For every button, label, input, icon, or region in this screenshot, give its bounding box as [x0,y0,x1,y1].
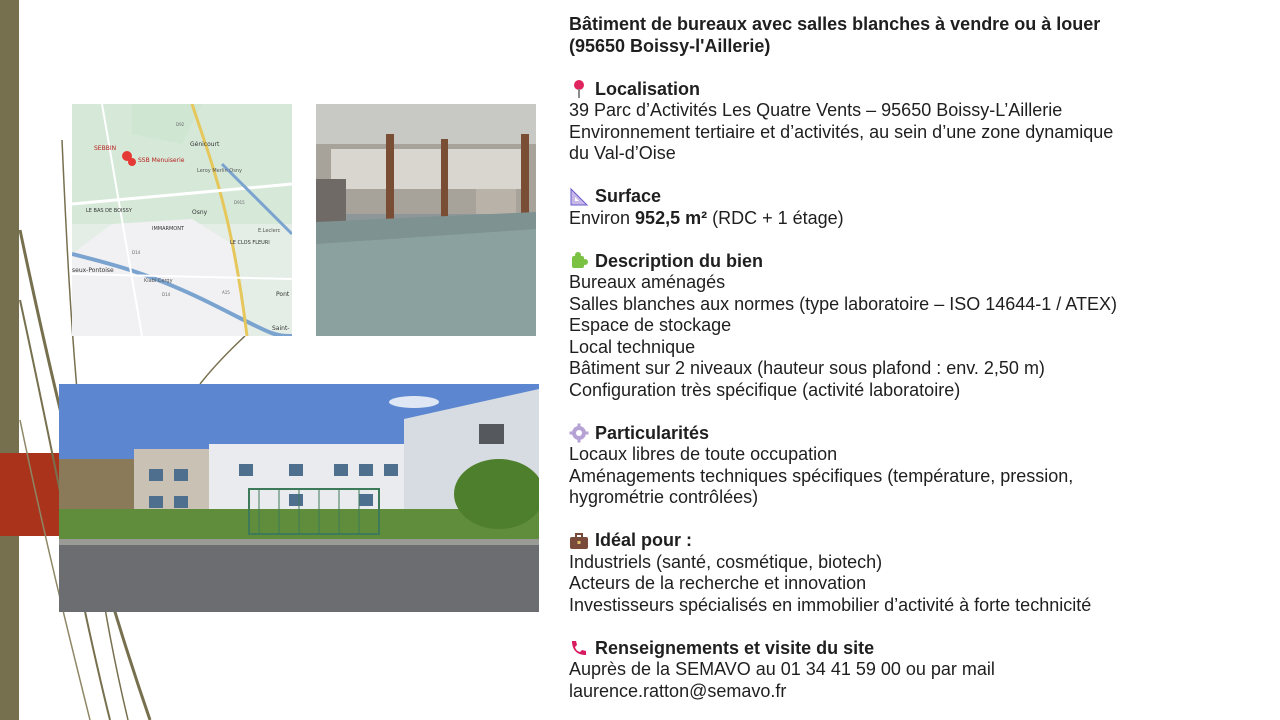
map-road-d92: D92 [176,122,185,127]
map-label-osny: Osny [192,209,208,216]
title-line-2: (95650 Boissy-l'Aillerie) [569,35,771,56]
description-line-6: Configuration très spécifique (activité laboratoire) [569,379,961,400]
map-label-kiabi: Kiabi Cergy [144,278,173,284]
map-label-pontoise: seux-Pontoise [72,267,114,274]
section-surface [569,186,1249,229]
contact-line-1: Auprès de la SEMAVO au 01 34 41 59 00 ou par mail [569,659,995,679]
listing-text [569,14,1249,702]
map-label-leclerc: E.Leclerc [258,228,281,234]
ideal-line-1: Industriels (santé, cosmétique, biotech) [569,551,883,572]
left-decor-bar [0,0,19,720]
description-line-4: Local technique [569,336,696,357]
title-line-1: Bâtiment de bureaux avec salles blanches à vendre ou à louer [569,14,1101,34]
map-label-ssb: SSB Menuiserie [138,157,185,164]
location-map-image [72,104,292,336]
map-road-d14: D14 [162,292,171,297]
particularites-line-2: Aménagements techniques spécifiques (température, pression, [569,465,1074,486]
surface-value: 952,5 m² [635,207,708,228]
localisation-line-1: 39 Parc d’Activités Les Quatre Vents – 95650 Boissy-L’Aillerie [569,100,1063,120]
map-road-d14b: D14 [132,250,141,255]
puzzle-icon [569,251,591,271]
map-label-pont: Pont [276,291,290,298]
red-accent-block [0,453,60,536]
ideal-line-2: Acteurs de la recherche et innovation [569,573,867,593]
briefcase-icon [569,531,591,551]
section-particularites [569,423,1249,509]
section-description [569,251,1249,402]
localisation-line-3: du Val-d’Oise [569,143,676,163]
description-line-5: Bâtiment sur 2 niveaux (hauteur sous plafond : env. 2,50 m) [569,358,1045,378]
map-label-saint: Saint- [272,325,290,332]
interior-room-photo [316,104,536,336]
surface-line [569,208,1249,230]
map-label-genicourt: Génicourt [190,141,220,148]
map-label-sebbin: SEBBIN [94,145,117,152]
description-line-1: Bureaux aménagés [569,272,726,292]
map-label-clos-fleuri: LE CLOS FLEURI [230,240,270,246]
surface-heading: Surface [595,186,662,206]
ideal-line-3: Investisseurs spécialisés en immobilier d’activité à forte technicité [569,594,1092,615]
contact-email[interactable]: laurence.ratton@semavo.fr [569,680,787,701]
contact-heading: Renseignements et visite du site [595,637,875,658]
section-ideal [569,530,1249,616]
listing-title [569,14,1249,57]
map-label-bas-boissy: LE BAS DE BOISSY [86,208,132,214]
particularites-line-1: Locaux libres de toute occupation [569,444,838,464]
phone-icon [569,638,591,658]
localisation-heading: Localisation [595,78,701,99]
description-heading: Description du bien [595,250,764,271]
section-localisation [569,79,1249,165]
pin-icon [569,79,591,99]
map-label-immarmont: IMMARMONT [152,226,185,232]
map-road-d915: D915 [234,200,245,205]
particularites-heading: Particularités [595,422,710,443]
map-label-leroy: Leroy Merlin Osny [197,168,242,174]
section-contact [569,638,1249,703]
triangle-ruler-icon [569,187,591,207]
gear-icon [569,423,591,443]
localisation-line-2: Environnement tertiaire et d’activités, au sein d’une zone dynamique [569,121,1114,142]
surface-suffix: (RDC + 1 étage) [707,207,844,228]
ideal-heading: Idéal pour : [595,530,693,550]
description-line-2: Salles blanches aux normes (type laboratoire – ISO 14644-1 / ATEX) [569,293,1117,314]
particularites-line-3: hygrométrie contrôlées) [569,487,759,507]
description-line-3: Espace de stockage [569,315,732,335]
map-road-a15: A15 [222,290,230,295]
surface-prefix: Environ [569,207,636,228]
building-exterior-photo [59,384,539,612]
